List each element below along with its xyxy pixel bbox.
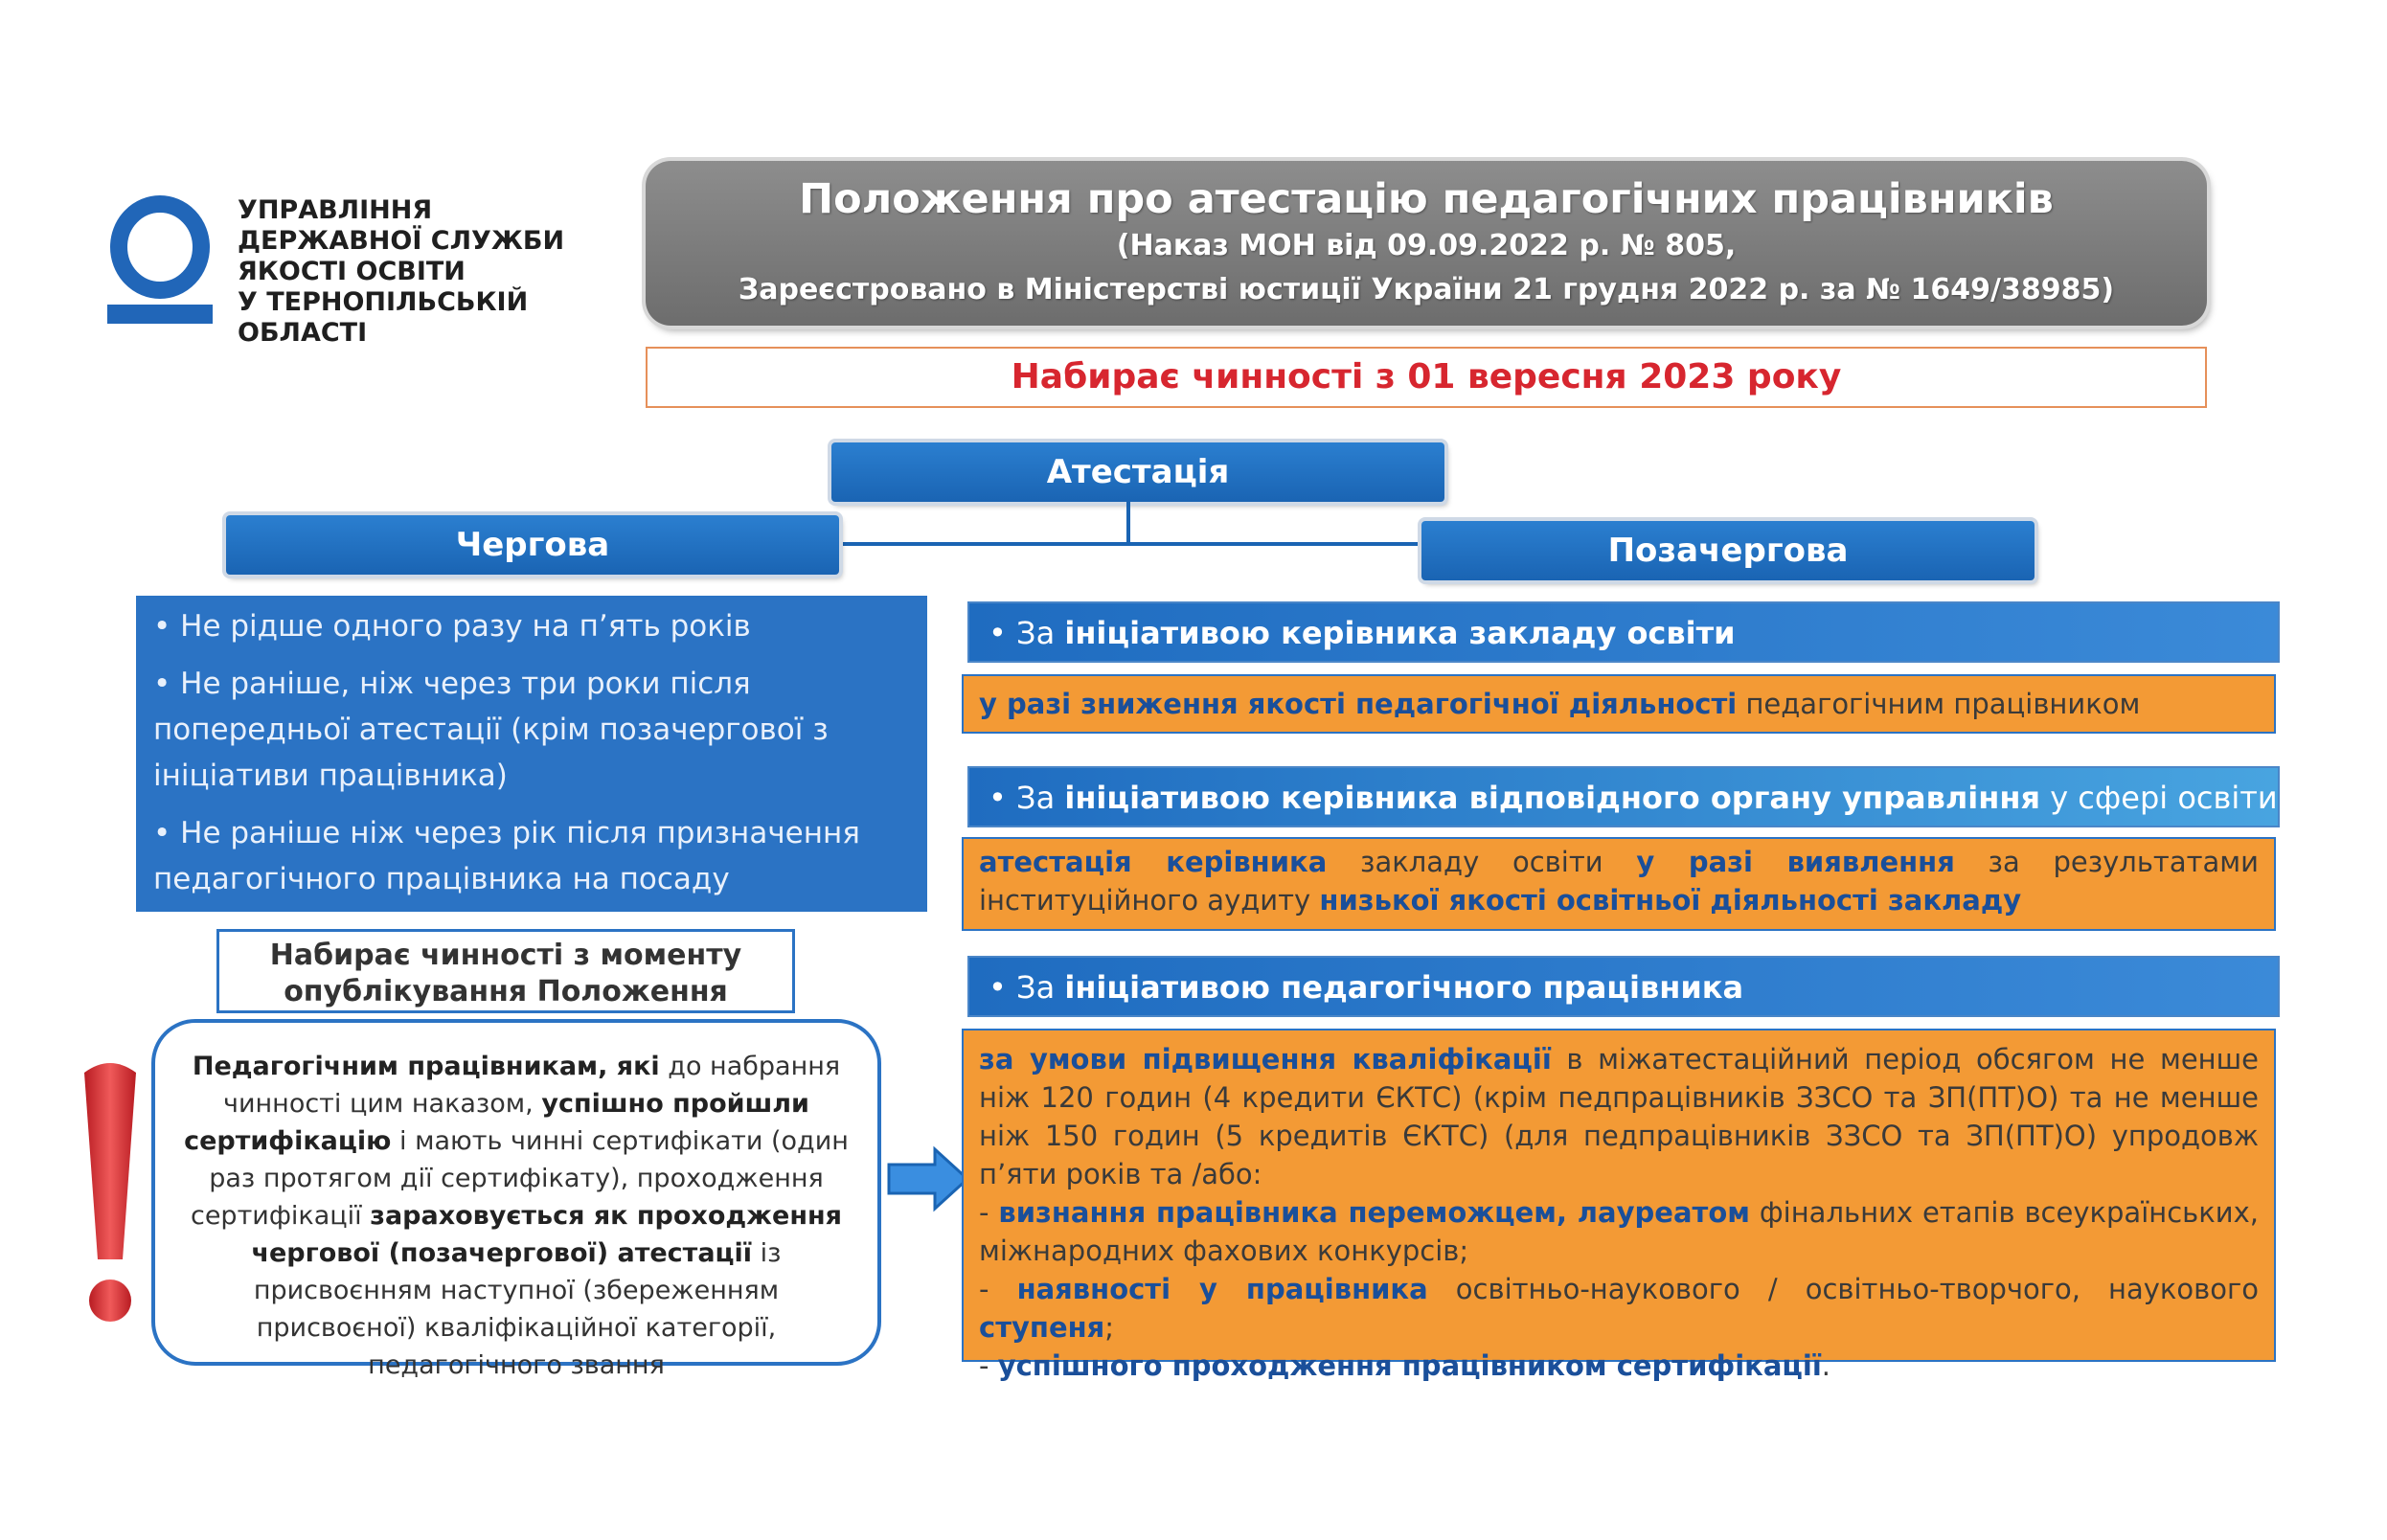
title-banner xyxy=(646,161,2207,326)
org-line: У ТЕРНОПІЛЬСЬКІЙ xyxy=(238,287,529,317)
connector-line xyxy=(1126,502,1130,544)
page-title: Положення про атестацію педагогічних працівників xyxy=(799,175,2054,223)
condition-line: - наявності у працівника освітньо-наукового / освітньо-творчого, наукового ступеня; xyxy=(979,1273,2259,1344)
publication-line: Набирає чинності з моменту xyxy=(269,939,742,972)
certification-note: Педагогічним працівникам, які до набрання чинності цим наказом, успішно пройшли сертифікацію і мають чинні сертифікати (один раз протягом дії сертифікату), проходження сертифікації зараховується як проходження чергової (позачергової) атестації із присвоєнням наступної (збереженням присвоєної) кваліфікаційної категорії, педагогічного звання xyxy=(151,1019,881,1366)
attestation-node: Атестація xyxy=(831,442,1444,502)
publication-note xyxy=(216,929,795,1013)
order-reference: (Наказ МОН від 09.09.2022 р. № 805, xyxy=(1116,229,1737,262)
org-line: ОБЛАСТІ xyxy=(238,318,368,348)
condition-line: - успішного проходження працівником сертифікації. xyxy=(979,1349,1830,1382)
publication-line: опублікування Положення xyxy=(284,975,728,1008)
org-line: ЯКОСТІ ОСВІТИ xyxy=(238,257,466,286)
regular-node: Чергова xyxy=(226,515,839,575)
connector-line xyxy=(1126,542,1421,546)
logo-icon xyxy=(107,192,213,326)
initiative-head-institution: • За ініціативою керівника закладу освіти xyxy=(967,601,2280,663)
list-item: • Не раніше, ніж через три роки після попередньої атестації (крім позачергової з ініціативи працівника) xyxy=(153,667,829,793)
org-line: ДЕРЖАВНОЇ СЛУЖБИ xyxy=(238,226,565,256)
effective-date-banner: Набирає чинності з 01 вересня 2023 року xyxy=(646,347,2207,408)
list-item: • Не рідше одного разу на п’ять років xyxy=(153,609,751,644)
connector-line xyxy=(839,542,1130,546)
arrow-right-icon xyxy=(885,1145,971,1212)
organization-name xyxy=(238,195,582,349)
list-item: • Не раніше ніж через рік після призначення педагогічного працівника на посаду xyxy=(153,816,860,896)
initiative-condition-authority: атестація керівника закладу освіти у разі виявлення за результатами інституційного аудиту низької якості освітньої діяльності закладу xyxy=(962,837,2276,931)
initiative-condition-institution: у разі зниження якості педагогічної діяльності педагогічним працівником xyxy=(962,674,2276,734)
org-line: УПРАВЛІННЯ xyxy=(238,195,433,225)
regular-conditions-panel xyxy=(136,596,927,912)
registration-reference: Зареєстровано в Міністерстві юстиції України 21 грудня 2022 р. за № 1649/38985) xyxy=(738,273,2115,306)
condition-line: - визнання працівника переможцем, лауреатом фінальних етапів всеукраїнських, міжнародних фахових конкурсів; xyxy=(979,1196,2259,1267)
initiative-condition-teacher xyxy=(962,1029,2276,1382)
extraordinary-node: Позачергова xyxy=(1421,521,2035,580)
initiative-head-teacher: • За ініціативою педагогічного працівника xyxy=(967,956,2280,1017)
exclamation-icon xyxy=(77,1053,144,1331)
initiative-head-authority: • За ініціативою керівника відповідного органу управління у сфері освіти xyxy=(967,766,2280,827)
condition-line: за умови підвищення кваліфікації в міжатестаційний період обсягом не менше ніж 120 годин (4 кредити ЄКТС) (крім педпрацівників ЗЗСО та ЗП(ПТ)О) та не менше ніж 150 годин (5 кредитів ЄКТС) (для педпрацівників ЗЗСО та ЗП(ПТ)О) упродовж п’яти років та /або: xyxy=(979,1043,2259,1190)
